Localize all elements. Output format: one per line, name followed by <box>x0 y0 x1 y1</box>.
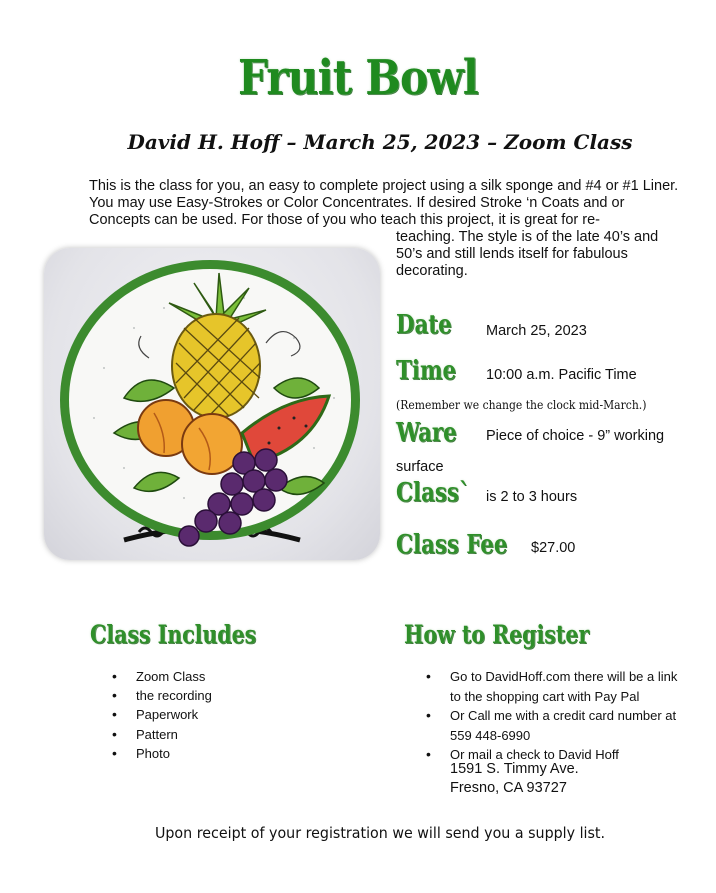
list-item: • Photo <box>112 744 332 763</box>
ware-label: Ware <box>396 418 457 448</box>
date-value: March 25, 2023 <box>486 323 587 339</box>
intro-paragraph-continued: teaching. The style is of the late 40’s and 50’s and still lends itself for fabulous decorating. <box>396 229 659 279</box>
list-item: • Pattern <box>112 725 332 744</box>
class-fee-value: $27.00 <box>531 540 576 556</box>
list-item: • Go to DavidHoff.com there will be a link to the shopping cart with Pay Pal <box>426 667 686 706</box>
plate-illustration <box>44 248 380 560</box>
list-item: • Zoom Class <box>112 667 332 686</box>
time-value: 10:00 a.m. Pacific Time <box>486 367 637 383</box>
how-to-register-heading: How to Register <box>404 620 590 649</box>
list-item: • Paperwork <box>112 705 332 724</box>
fruit-bowl-plate-photo <box>44 248 380 560</box>
footer-supply-note: Upon receipt of your registration we will send you a supply list. <box>154 824 606 842</box>
class-duration-label: Class` <box>396 478 470 508</box>
date-label: Date <box>396 310 452 340</box>
clock-change-note: (Remember we change the clock mid-March.) <box>396 398 647 412</box>
intro-paragraph: This is the class for you, an easy to complete project using a silk sponge and #4 or #1 Liner. You may use Easy-Strokes or Color Concentrates. If desired Stroke ‘n Coats and or Concepts can be used. For those of you who teach this project, it is great for re- <box>89 178 679 228</box>
class-includes-list <box>112 667 332 763</box>
class-fee-label: Class Fee <box>396 530 508 560</box>
ware-value-continued: surface <box>396 459 444 475</box>
time-label: Time <box>396 356 457 386</box>
register-list <box>426 667 686 765</box>
list-item: • the recording <box>112 686 332 705</box>
mail-address-street: 1591 S. Timmy Ave. <box>450 761 579 777</box>
list-item: • Or mail a check to David Hoff <box>426 745 686 765</box>
mail-address-city: Fresno, CA 93727 <box>450 780 567 796</box>
list-item: • Or Call me with a credit card number at 559 448-6990 <box>426 706 686 745</box>
class-subtitle: David H. Hoff – March 25, 2023 – Zoom Class <box>127 130 633 154</box>
class-duration-value: is 2 to 3 hours <box>486 489 578 505</box>
page-title: Fruit Bowl <box>238 50 478 106</box>
class-includes-heading: Class Includes <box>90 620 257 649</box>
ware-value: Piece of choice - 9” working <box>486 428 665 444</box>
